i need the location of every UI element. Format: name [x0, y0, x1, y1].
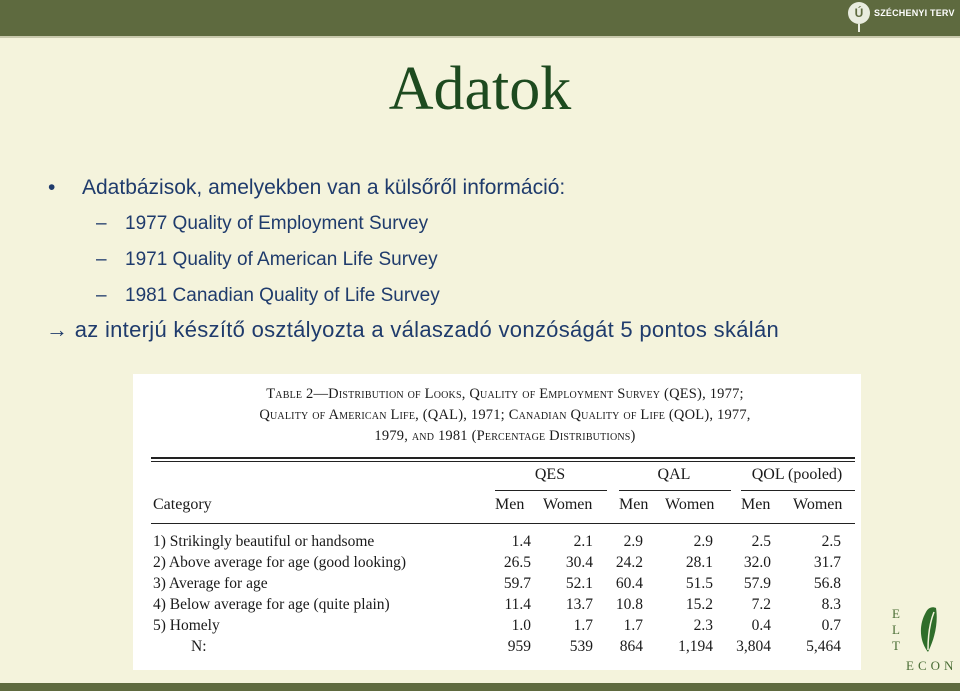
table-cell: 2.1	[573, 533, 593, 550]
szechenyi-logo-text: SZÉCHENYI TERV	[874, 8, 955, 18]
table-cell: 15.2	[685, 596, 713, 613]
header-bar	[0, 0, 960, 36]
table-cell: 1.7	[623, 617, 643, 634]
table-cell: 0.7	[821, 617, 841, 634]
col-header: Women	[793, 496, 843, 513]
table-cell: 28.1	[685, 554, 713, 571]
caption-line: 1979, and 1981 (Percentage Distributions)	[374, 428, 636, 444]
group-rule-qol	[741, 490, 855, 491]
bullet-text: Adatbázisok, amelyekben van a külsőről információ:	[82, 176, 566, 199]
group-rule-qes	[495, 490, 607, 491]
table-cell: 26.5	[503, 554, 531, 571]
table-cell: 51.5	[685, 575, 713, 592]
table-cell: 539	[569, 638, 593, 655]
table-cell: 7.2	[751, 596, 771, 613]
category-header: Category	[153, 496, 212, 513]
table-cell: 2.9	[623, 533, 643, 550]
caption-line: Table 2—Distribution of Looks, Quality of Employment Survey (QES), 1977;	[266, 386, 744, 402]
footer-bar	[0, 683, 960, 691]
col-header: Men	[619, 496, 649, 513]
group-header-qal: QAL	[657, 466, 691, 483]
table-cell: 3,804	[736, 638, 771, 655]
table-cell: 2.3	[693, 617, 713, 634]
sub-marker: –	[96, 249, 107, 270]
table-cell: 2.5	[751, 533, 771, 550]
table-cell: 59.7	[503, 575, 531, 592]
table-cell: 8.3	[821, 596, 841, 613]
sub-marker: –	[96, 285, 107, 306]
table-cell: 5,464	[806, 638, 841, 655]
elte-letters: E L T	[892, 606, 900, 653]
sub-item	[48, 206, 565, 242]
elte-econ-text: ECON	[906, 658, 958, 673]
header-rule	[151, 523, 855, 524]
table-cell: 959	[507, 638, 531, 655]
row-label: 2) Above average for age (good looking)	[153, 554, 407, 571]
table-cell: 30.4	[565, 554, 593, 571]
table-cell: 56.8	[813, 575, 841, 592]
table-image	[133, 374, 861, 670]
col-header: Women	[665, 496, 715, 513]
table-cell: 60.4	[615, 575, 643, 592]
table-cell: 10.8	[615, 596, 643, 613]
table-cell: 11.4	[504, 596, 531, 613]
table-cell: 13.7	[565, 596, 593, 613]
bullet-list	[48, 173, 565, 314]
row-label: 4) Below average for age (quite plain)	[153, 596, 390, 613]
group-header-qol: QOL (pooled)	[751, 466, 843, 483]
table-cell: 57.9	[743, 575, 771, 592]
sub-item-text: 1977 Quality of Employment Survey	[125, 213, 429, 234]
bullet-marker: •	[48, 176, 56, 199]
table-cell: 1,194	[678, 638, 713, 655]
bullet-item	[48, 173, 565, 203]
col-header: Men	[741, 496, 771, 513]
row-label: 3) Average for age	[153, 575, 268, 592]
col-header: Women	[543, 496, 593, 513]
table-caption	[155, 384, 855, 447]
table-cell: 52.1	[565, 575, 593, 592]
table-cell: 2.5	[821, 533, 841, 550]
logo-pin-stem	[858, 24, 860, 32]
row-label: 1) Strikingly beautiful or handsome	[153, 533, 375, 550]
table-cell: 1.0	[511, 617, 531, 634]
caption-line: Quality of American Life, (QAL), 1971; Canadian Quality of Life (QOL), 1977,	[259, 407, 751, 423]
table-cell: 1.4	[511, 533, 531, 550]
sub-marker: –	[96, 213, 107, 234]
table-cell: 0.4	[751, 617, 771, 634]
header-divider	[0, 36, 960, 38]
sub-item	[48, 278, 565, 314]
row-label: 5) Homely	[153, 617, 220, 634]
table-cell: 1.7	[573, 617, 593, 634]
sub-item-text: 1971 Quality of American Life Survey	[125, 249, 438, 270]
sub-item	[48, 242, 565, 278]
sub-item-text: 1981 Canadian Quality of Life Survey	[125, 285, 440, 306]
szechenyi-logo	[848, 2, 955, 24]
slide-title: Adatok	[388, 55, 572, 123]
row-label: N:	[191, 638, 207, 655]
table-cell: 2.9	[693, 533, 713, 550]
col-header: Men	[495, 496, 525, 513]
group-rule-qal	[619, 490, 731, 491]
group-header-qes: QES	[534, 466, 566, 483]
table-cell: 864	[619, 638, 643, 655]
arrow-note: → az interjú készítő osztályozta a válaszadó vonzóságát 5 pontos skálán	[46, 317, 780, 342]
table-cell: 31.7	[813, 554, 841, 571]
elte-econ-logo	[892, 606, 958, 676]
table-cell: 24.2	[615, 554, 643, 571]
table-top-rule-thin	[151, 461, 855, 462]
szechenyi-badge-icon: Ú	[848, 2, 870, 24]
table-top-rule	[151, 457, 855, 459]
leaf-icon	[916, 606, 940, 654]
table-cell: 32.0	[743, 554, 771, 571]
